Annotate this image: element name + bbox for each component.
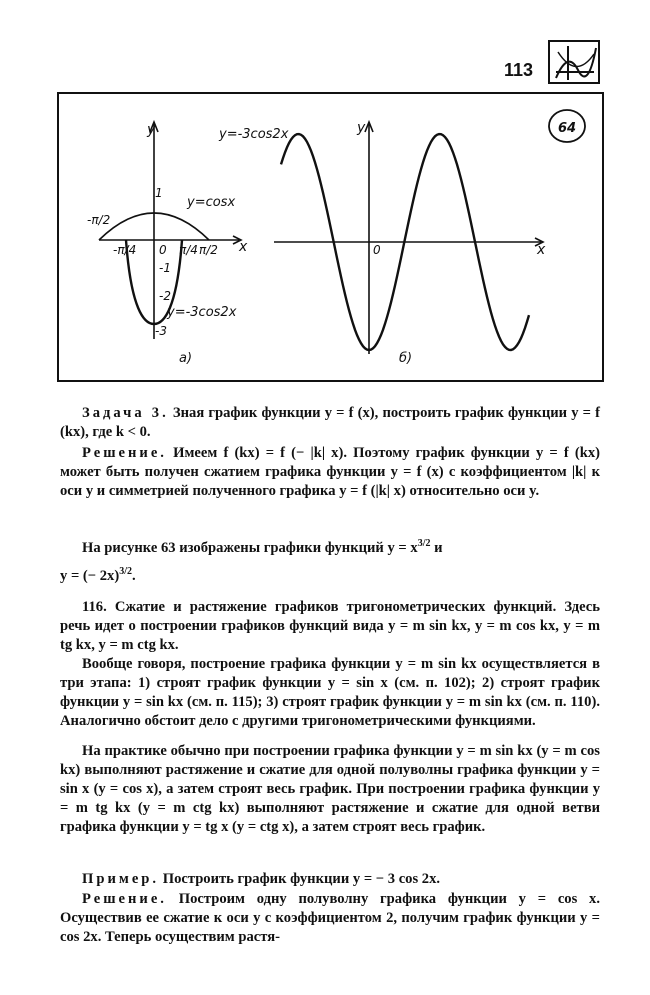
figure-64 — [57, 92, 604, 382]
paragraph-2 — [60, 655, 600, 731]
figure-number: 64 — [557, 121, 577, 136]
left-xtick-pi-4: π/4 — [179, 243, 198, 257]
paragraph-2-text: Вообще говоря, построение графика функции y = m sin kx осуществляется в три этапа: 1) строят график функции y = sin x (см. п. 102); 2) строят график функции y = sin kx (см. п. 115); 3) строят график функции y = m sin kx (см. п. 110). Аналогично обстоит дело с другими тригонометрическими функциями. — [60, 656, 600, 729]
section-116-head: 116. Сжатие и растяжение графиков тригонометрических функций. — [82, 599, 557, 615]
paragraph-3 — [60, 742, 600, 837]
solution-2-head: Решение. — [82, 891, 167, 907]
solution-1-text: Имеем f (kx) = f (− |k| x). Поэтому график функции y = f (kx) может быть получен сжатием графика функции y = f (x) с коэффициентом |k| к оси y и симметрией полученного графика y = f (|k| x) относительно оси y. — [60, 445, 600, 499]
section-116-text: Здесь речь идет о построении графиков функций вида y = m sin kx, y = m cos kx, y = m tg kx, y = m ctg kx. — [60, 599, 600, 653]
figure-svg — [59, 94, 602, 380]
left-x-label: x — [239, 239, 248, 255]
right-origin: 0 — [373, 243, 381, 257]
example — [60, 870, 600, 889]
fig63-paragraph — [60, 532, 600, 588]
section-116 — [60, 598, 600, 655]
right-graph — [218, 120, 546, 366]
solution-2-text: Построим одну полуволну графика функции y = cos x. Осуществив ее сжатие к оси y с коэффициентом 2, получим график функции y = cos 2x. Теперь осуществим растя- — [60, 891, 600, 945]
task-3 — [60, 404, 600, 442]
solution-1-head: Решение. — [82, 445, 167, 461]
left-xtick-0: 0 — [159, 243, 167, 257]
right-caption: б) — [399, 351, 413, 366]
fig63-text: На рисунке 63 изображены графики функций y = x — [82, 539, 418, 556]
right-curve-label: y=-3cos2x — [219, 127, 289, 142]
right-x-label: x — [537, 242, 546, 258]
example-text: Построить график функции y = − 3 cos 2x. — [162, 871, 441, 887]
left-caption: а) — [179, 351, 193, 366]
left-xtick-pi-2: π/2 — [199, 243, 218, 257]
left-ytick-neg3: -3 — [155, 324, 167, 338]
fig63-exp-1: 3/2 — [417, 538, 431, 549]
fig63-and: и — [434, 539, 443, 556]
left-ytick-neg1: -1 — [159, 261, 171, 275]
task-3-text: Зная график функции y = f (x), построить график функции y = f (kx), где k < 0. — [60, 405, 601, 440]
left-neg3cos2x-label: y=-3cos2x — [167, 305, 237, 320]
left-xtick-neg-pi-4: -π/4 — [113, 243, 137, 257]
right-y-label: y — [357, 120, 366, 136]
example-head: Пример. — [82, 871, 160, 887]
page-number: 113 — [504, 60, 534, 80]
solution-2 — [60, 890, 600, 947]
graph-thumbnail-icon — [548, 40, 600, 84]
left-graph — [87, 122, 248, 366]
fig63-exp-2: 3/2 — [119, 565, 132, 577]
solution-1 — [60, 444, 600, 501]
left-ytick-1: 1 — [155, 186, 163, 200]
left-ytick-neg2: -2 — [159, 289, 171, 303]
paragraph-3-text: На практике обычно при построении графика функции y = m sin kx (y = m cos kx) выполняют растяжение и сжатие для одной полуволны графика функции y = sin x (y = cos x), а затем строят весь график. При построении графика функции y = m tg kx (y = m ctg kx) выполняют растяжение и сжатие для одной ветви графика функции y = tg x (y = ctg x), а затем строят весь график. — [60, 743, 600, 835]
task-3-head: Задача 3. — [82, 405, 169, 421]
fig63-end: . — [131, 567, 136, 584]
fig63-second: y = (− 2x) — [60, 567, 120, 584]
left-cos-label: y=cosx — [187, 195, 236, 210]
left-y-label: y — [147, 122, 156, 138]
left-xtick-neg-pi-2: -π/2 — [87, 213, 111, 227]
